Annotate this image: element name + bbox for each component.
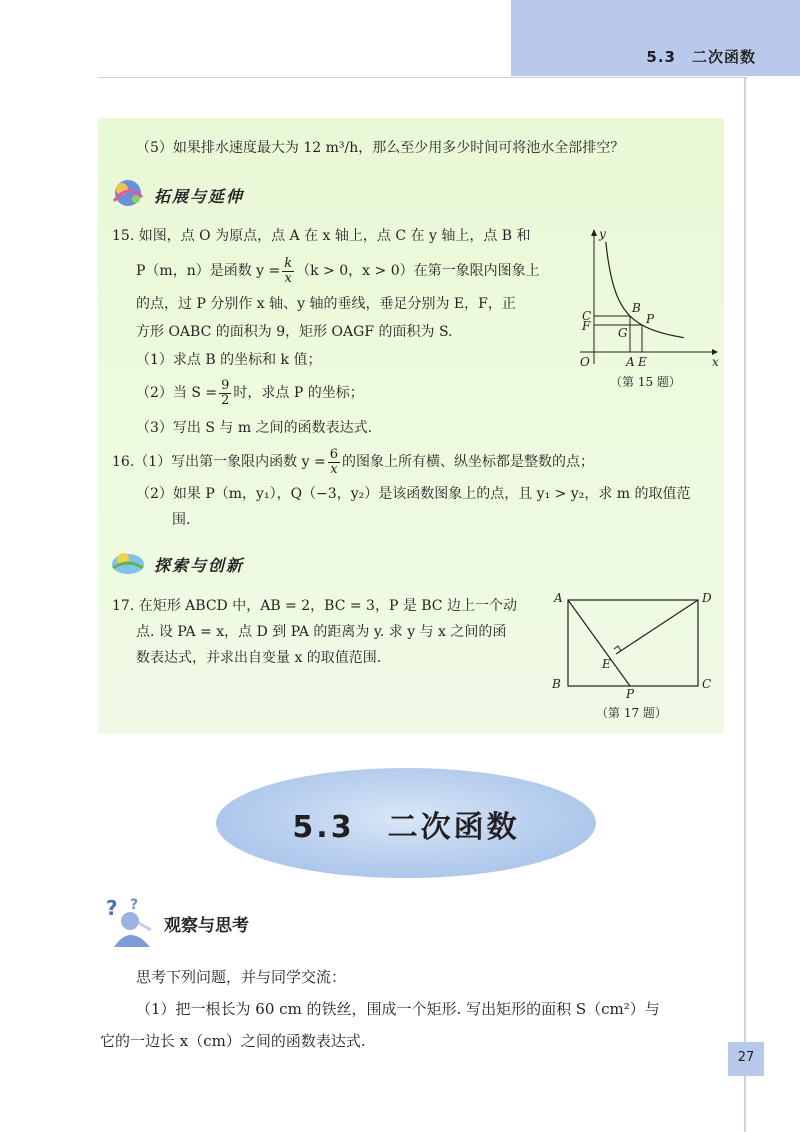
q15-fraction	[282, 257, 294, 286]
q15-line3: 的点，过 P 分别作 x 轴、y 轴的垂线，垂足分别为 E，F，正	[136, 296, 516, 312]
side-rule	[744, 77, 746, 1132]
fig17-label-b: B	[552, 677, 561, 691]
figure-17	[548, 588, 720, 700]
extend-section-title: 拓展与延伸	[154, 187, 245, 206]
q15-part2-num: 9	[221, 377, 230, 393]
q15-part3: （3）写出 S 与 m 之间的函数表达式.	[136, 420, 373, 436]
fig17-label-e: E	[602, 657, 611, 671]
q15-line4: 方形 OABC 的面积为 9，矩形 OAGF 的面积为 S.	[136, 324, 453, 340]
q16-line2: （2）如果 P（m，y₁），Q（−3，y₂）是该函数图象上的点，且 y₁ > y₂，求 m 的取值范	[136, 486, 691, 502]
observe-think-title: 观察与思考	[164, 916, 249, 936]
svg-text:?: ?	[106, 896, 118, 920]
observe-think-icon	[100, 893, 160, 949]
item1-line1: （1）把一根长为 60 cm 的铁丝，围成一个矩形. 写出矩形的面积 S（cm²）与	[136, 1000, 660, 1018]
fig15-hyperbola	[606, 242, 684, 338]
q16-fraction	[328, 448, 340, 477]
q15-part2-pre: （2）当 S =	[136, 385, 218, 401]
question-5: （5）如果排水速度最大为 12 m³/h，那么至少用多少时间可将池水全部排空？	[136, 140, 625, 156]
page-number: 27	[737, 1050, 755, 1065]
svg-text:?: ?	[130, 897, 139, 913]
figure-15-caption: （第 15 题）	[610, 375, 681, 389]
q16-line1	[112, 446, 594, 478]
fig15-y-arrow	[591, 229, 597, 236]
q16-line1-post: 的图象上所有横、纵坐标都是整数的点；	[342, 454, 594, 470]
q16-frac-den: x	[330, 461, 338, 477]
q15-frac-num: k	[284, 255, 293, 271]
q15-line2-pre: P（m，n）是函数 y =	[136, 263, 281, 279]
section-banner-title: 5.3 二次函数	[292, 810, 520, 845]
q17-line2: 点. 设 PA = x，点 D 到 PA 的距离为 y. 求 y 与 x 之间的函	[136, 624, 507, 640]
q15-line1: 15. 如图，点 O 为原点，点 A 在 x 轴上，点 C 在 y 轴上，点 B 和	[112, 228, 531, 244]
q15-part1: （1）求点 B 的坐标和 k 值；	[136, 352, 322, 368]
fig15-label-a: A	[626, 355, 635, 369]
q17-line3: 数表达式，并求出自变量 x 的取值范围.	[136, 650, 382, 666]
q17-line1: 17. 在矩形 ABCD 中，AB = 2，BC = 3，P 是 BC 边上一个动	[112, 598, 517, 614]
figure-17-caption: （第 17 题）	[596, 706, 667, 720]
fig17-line-ap	[568, 600, 630, 686]
q16-line3: 围.	[172, 512, 191, 528]
fig15-label-c: C	[582, 309, 592, 323]
fig15-label-g: G	[618, 326, 628, 340]
fig15-label-p: P	[646, 312, 655, 326]
q16-line1-pre: 16.（1）写出第一象限内函数 y =	[112, 454, 326, 470]
fig15-label-b: B	[632, 301, 641, 315]
q15-line2	[136, 255, 540, 287]
fig17-label-c: C	[702, 677, 712, 691]
q15-part2-fraction	[219, 379, 231, 408]
fig17-label-p: P	[626, 687, 635, 700]
q15-part2	[136, 376, 364, 410]
fig15-label-x: x	[712, 355, 719, 369]
q15-line2-post: （k > 0，x > 0）在第一象限内图象上	[296, 263, 540, 279]
fig15-label-y: y	[599, 227, 606, 241]
fig17-label-a: A	[554, 591, 563, 605]
q15-part2-den: 2	[221, 392, 230, 408]
fig15-label-f: F	[582, 319, 591, 333]
q15-part2-post: 时，求点 P 的坐标；	[233, 385, 364, 401]
extend-section-icon	[108, 177, 148, 209]
q15-frac-den: x	[284, 270, 292, 286]
explore-section-icon	[108, 546, 148, 578]
intro-text: 思考下列问题，并与同学交流：	[136, 968, 347, 986]
header-rule	[98, 77, 748, 78]
fig17-right-angle	[614, 646, 621, 651]
figure-15	[572, 224, 722, 370]
fig17-label-d: D	[702, 591, 712, 605]
q16-frac-num: 6	[329, 446, 338, 462]
header-section-title: 5.3 二次函数	[646, 48, 756, 66]
fig17-line-de	[616, 600, 698, 654]
explore-section-title: 探索与创新	[154, 556, 245, 575]
item1-line2: 它的一边长 x（cm）之间的函数表达式.	[100, 1032, 366, 1050]
fig15-label-o: O	[580, 355, 590, 369]
fig15-label-e: E	[638, 355, 647, 369]
